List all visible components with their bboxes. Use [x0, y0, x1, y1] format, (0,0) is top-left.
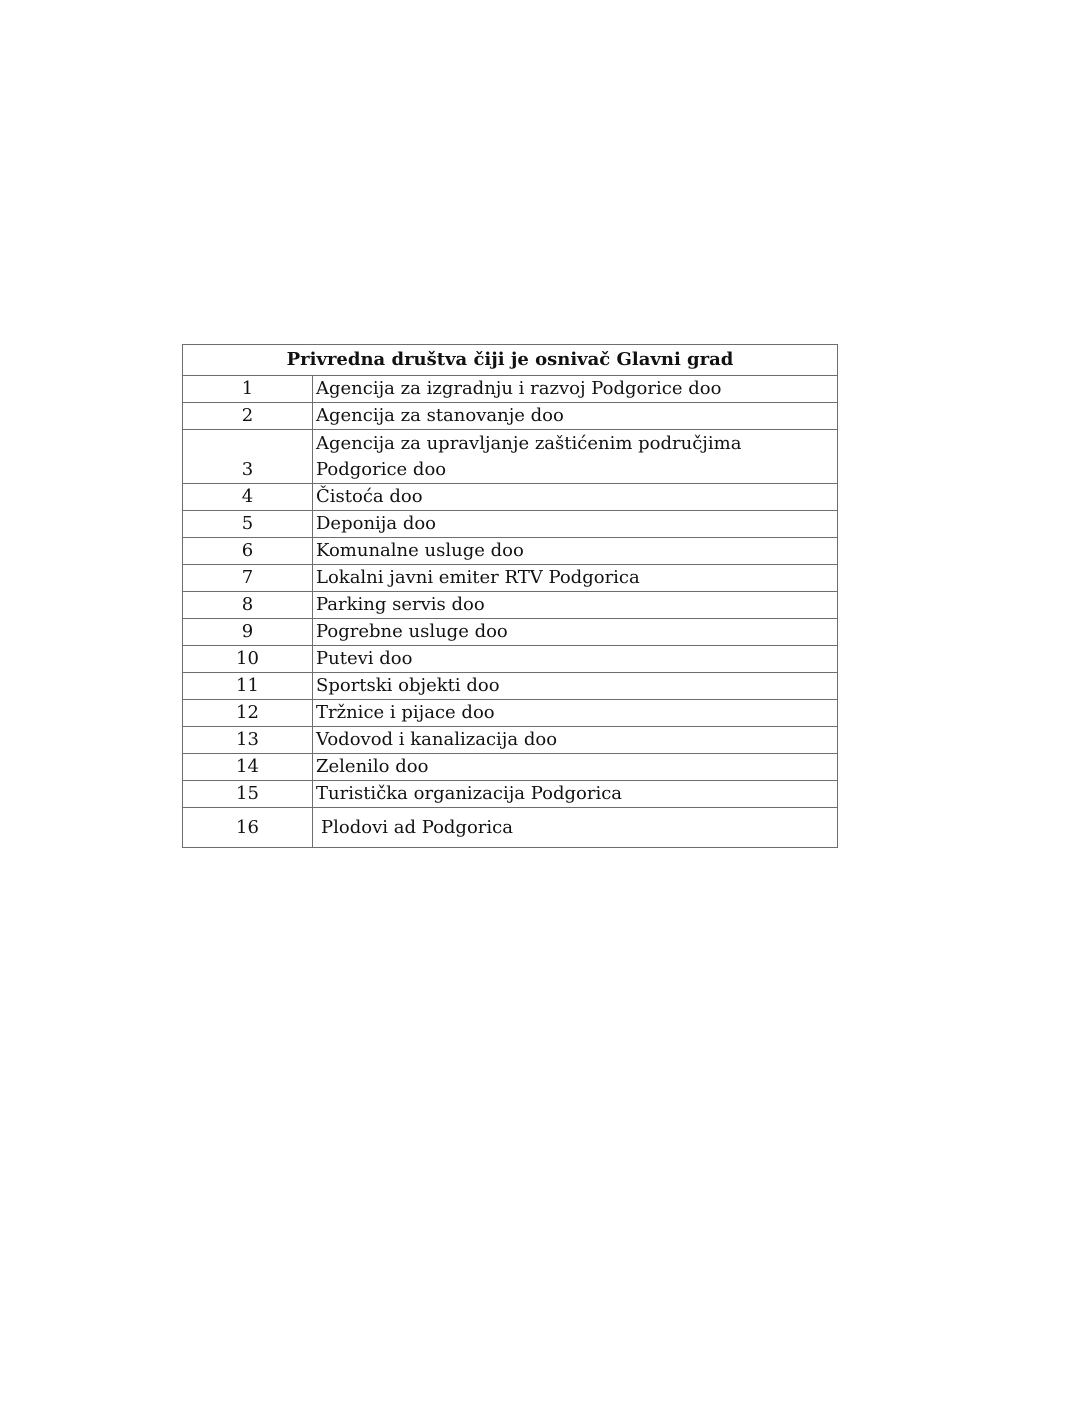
table-row — [183, 673, 838, 700]
row-number: 12 — [183, 700, 313, 727]
row-number: 10 — [183, 646, 313, 673]
table-row — [183, 484, 838, 511]
company-name: Čistoća doo — [313, 484, 838, 511]
company-name: Zelenilo doo — [313, 754, 838, 781]
row-number: 2 — [183, 403, 313, 430]
table-row — [183, 511, 838, 538]
company-name: Agencija za izgradnju i razvoj Podgorice doo — [313, 376, 838, 403]
row-number: 6 — [183, 538, 313, 565]
row-number: 3 — [183, 430, 313, 484]
row-number: 9 — [183, 619, 313, 646]
row-number: 16 — [183, 808, 313, 848]
row-number: 5 — [183, 511, 313, 538]
table-row — [183, 808, 838, 848]
company-name: Agencija za upravljanje zaštićenim područjima Podgorice doo — [313, 430, 838, 484]
company-name: Agencija za stanovanje doo — [313, 403, 838, 430]
table-row — [183, 700, 838, 727]
row-number: 7 — [183, 565, 313, 592]
row-number: 11 — [183, 673, 313, 700]
table-row — [183, 565, 838, 592]
row-number: 15 — [183, 781, 313, 808]
company-name: Vodovod i kanalizacija doo — [313, 727, 838, 754]
table-row — [183, 592, 838, 619]
company-name: Lokalni javni emiter RTV Podgorica — [313, 565, 838, 592]
company-name: Tržnice i pijace doo — [313, 700, 838, 727]
table-header-row — [183, 345, 838, 376]
company-name: Sportski objekti doo — [313, 673, 838, 700]
companies-table — [182, 344, 838, 848]
table-title: Privredna društva čiji je osnivač Glavni grad — [183, 345, 838, 376]
company-name: Putevi doo — [313, 646, 838, 673]
company-name: Turistička organizacija Podgorica — [313, 781, 838, 808]
row-number: 13 — [183, 727, 313, 754]
table-row — [183, 619, 838, 646]
company-name: Komunalne usluge doo — [313, 538, 838, 565]
row-number: 14 — [183, 754, 313, 781]
company-name: Deponija doo — [313, 511, 838, 538]
table-row — [183, 403, 838, 430]
row-number: 4 — [183, 484, 313, 511]
table-row — [183, 754, 838, 781]
table-row — [183, 646, 838, 673]
row-number: 8 — [183, 592, 313, 619]
table-row — [183, 727, 838, 754]
table-row — [183, 538, 838, 565]
company-name: Plodovi ad Podgorica — [313, 808, 838, 848]
table-row — [183, 376, 838, 403]
table-row — [183, 430, 838, 484]
row-number: 1 — [183, 376, 313, 403]
company-name: Pogrebne usluge doo — [313, 619, 838, 646]
table-row — [183, 781, 838, 808]
company-name: Parking servis doo — [313, 592, 838, 619]
